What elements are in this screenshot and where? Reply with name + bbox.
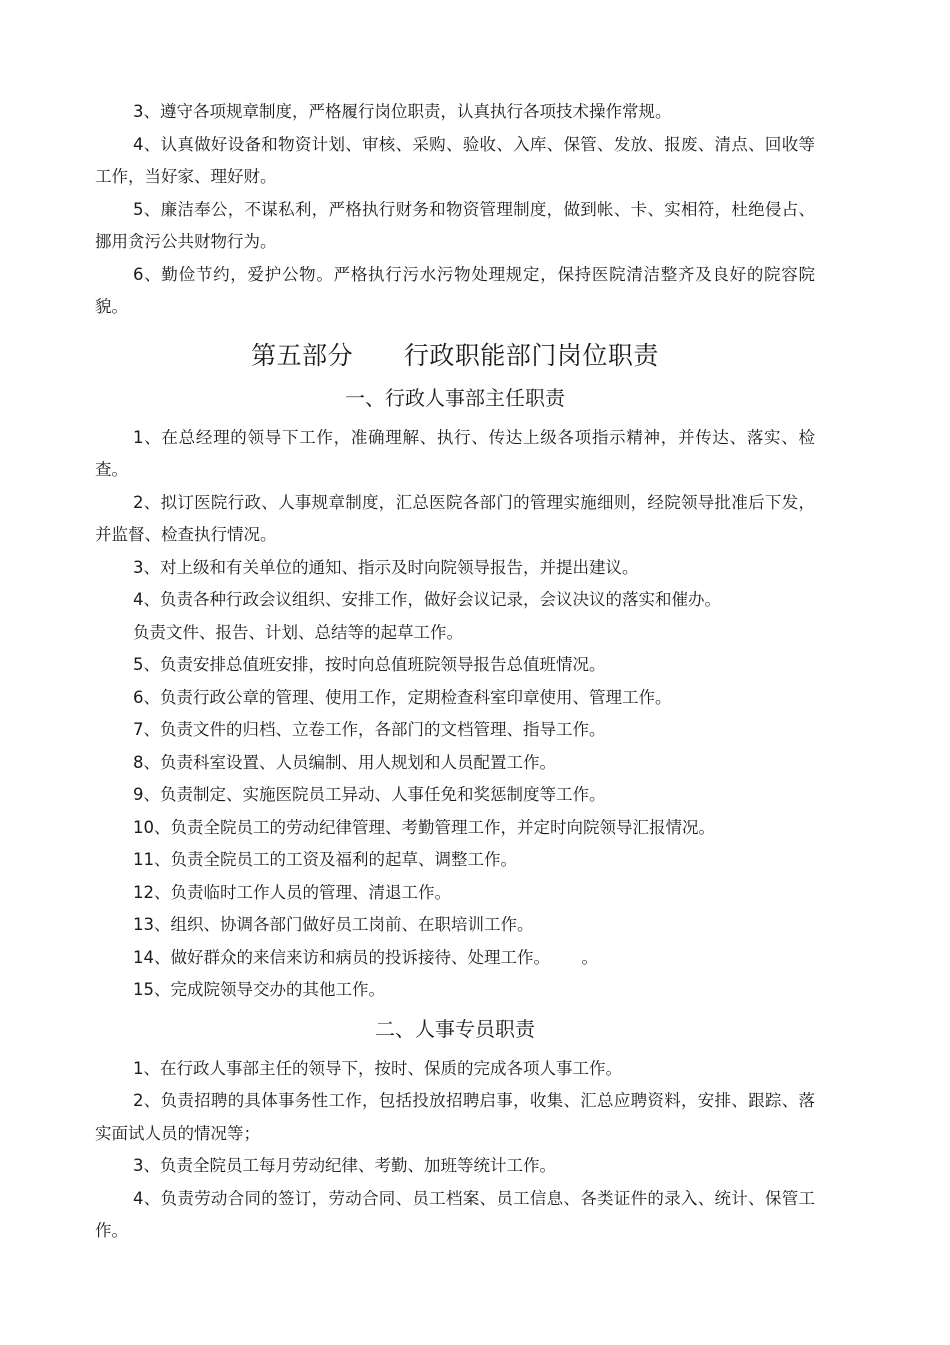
section-2-item: 4、负责劳动合同的签订，劳动合同、员工档案、员工信息、各类证件的录入、统计、保管工作。 (95, 1188, 815, 1240)
section-1-item: 14、做好群众的来信来访和病员的投诉接待、处理工作。 。 (133, 947, 598, 967)
section-1-item: 11、负责全院员工的工资及福利的起草、调整工作。 (133, 850, 517, 869)
section-1-item: 15、完成院领导交办的其他工作。 (133, 980, 385, 999)
section-1-item: 7、负责文件的归档、立卷工作，各部门的文档管理、指导工作。 (133, 720, 606, 739)
section-2-item: 1、在行政人事部主任的领导下，按时、保质的完成各项人事工作。 (133, 1058, 622, 1078)
top-item-4: 4、认真做好设备和物资计划、审核、采购、验收、入库、保管、发放、报废、清点、回收等工作，当好家、理好财。 (95, 134, 815, 186)
top-item-5: 5、廉洁奉公，不谋私利，严格执行财务和物资管理制度，做到帐、卡、实相符，杜绝侵占、挪用贪污公共财物行为。 (95, 199, 815, 251)
section-1-item: 9、负责制定、实施医院员工异动、人事任免和奖惩制度等工作。 (133, 785, 606, 804)
section-1-title: 一、行政人事部主任职责 (345, 385, 565, 410)
section-1-item: 10、负责全院员工的劳动纪律管理、考勤管理工作，并定时向院领导汇报情况。 (133, 817, 715, 837)
section-2-title: 二、人事专员职责 (375, 1016, 535, 1041)
section-1-item: 6、负责行政公章的管理、使用工作，定期检查科室印章使用、管理工作。 (133, 687, 672, 707)
section-1-item: 5、负责安排总值班安排，按时向总值班院领导报告总值班情况。 (133, 655, 606, 674)
section-1-item: 12、负责临时工作人员的管理、清退工作。 (133, 882, 451, 902)
top-item-3: 3、遵守各项规章制度，严格履行岗位职责，认真执行各项技术操作常规。 (133, 102, 672, 121)
section-1-item: 负责文件、报告、计划、总结等的起草工作。 (133, 622, 463, 642)
section-1-item: 13、组织、协调各部门做好员工岗前、在职培训工作。 (133, 915, 534, 934)
top-item-6: 6、勤俭节约，爱护公物。严格执行污水污物处理规定，保持医院清洁整齐及良好的院容院貌。 (95, 264, 815, 316)
section-1-item: 2、拟订医院行政、人事规章制度，汇总医院各部门的管理实施细则，经院领导批准后下发，并监督、检查执行情况。 (95, 492, 815, 544)
section-1-item: 3、对上级和有关单位的通知、指示及时向院领导报告，并提出建议。 (133, 557, 639, 577)
section-2-item: 2、负责招聘的具体事务性工作，包括投放招聘启事，收集、汇总应聘资料，安排、跟踪、落实面试人员的情况等； (95, 1091, 815, 1143)
part-title: 第五部分 行政职能部门岗位职责 (251, 340, 659, 370)
section-1-item: 1、在总经理的领导下工作，准确理解、执行、传达上级各项指示精神，并传达、落实、检查。 (95, 427, 815, 479)
document-body (95, 96, 815, 1248)
section-1-item: 4、负责各种行政会议组织、安排工作，做好会议记录，会议决议的落实和催办。 (133, 590, 721, 609)
section-1-item: 8、负责科室设置、人员编制、用人规划和人员配置工作。 (133, 752, 556, 772)
section-2-item: 3、负责全院员工每月劳动纪律、考勤、加班等统计工作。 (133, 1156, 556, 1175)
